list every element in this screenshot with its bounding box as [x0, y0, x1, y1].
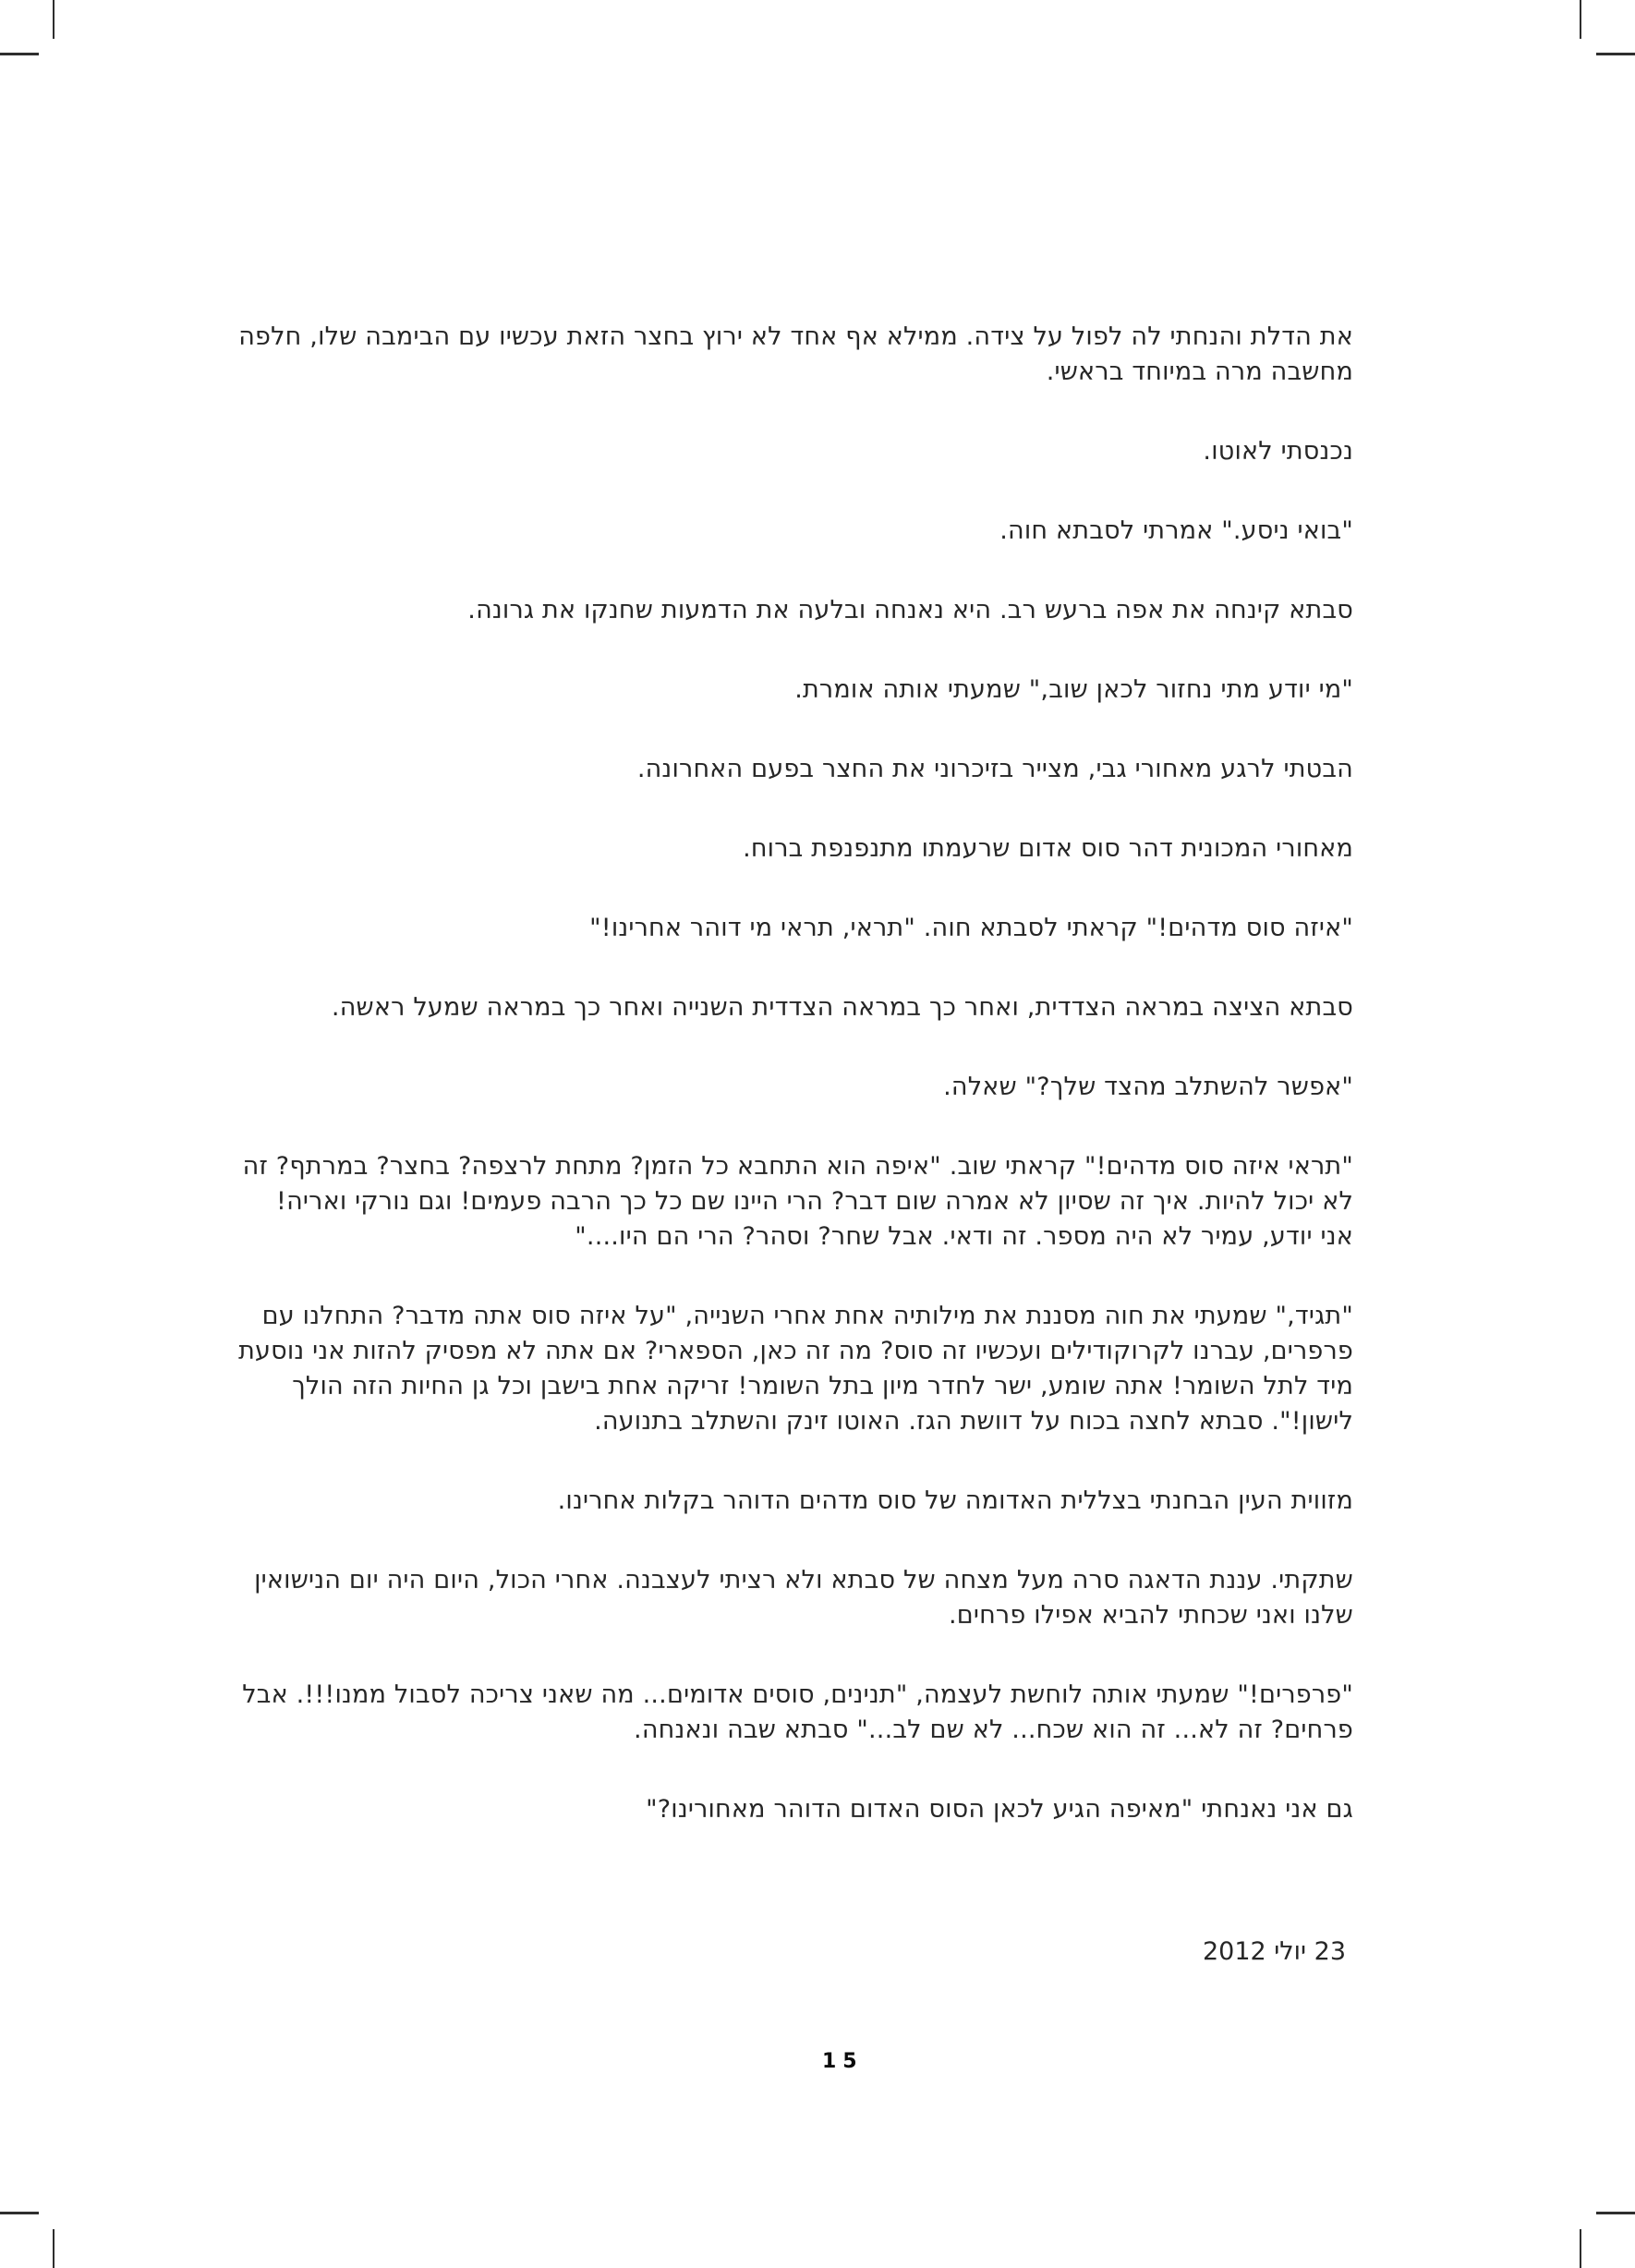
- crop-mark-top-left-horizontal: [0, 53, 39, 55]
- crop-mark-bottom-left-horizontal: [0, 2212, 39, 2214]
- story-paragraph: "פרפרים!" שמעתי אותה לוחשת לעצמה, "תנינים, סוסים אדומים... מה שאני צריכה לסבול ממנו!!!. אבל פרחים? זה לא... זה הוא שכח... לא שם לב..." סבתא שבה ונאנחה.: [242, 1680, 1353, 1744]
- story-paragraph: הבטתי לרגע מאחורי גבי, מצייר בזיכרוני את החצר בפעם האחרונה.: [636, 755, 1353, 783]
- story-paragraph: מזווית העין הבחנתי בצללית האדומה של סוס מדהים הדוהר בקלות אחרינו.: [557, 1486, 1353, 1515]
- story-paragraph: "מי יודע מתי נחזור לכאן שוב," שמעתי אותה אומרת.: [794, 675, 1353, 704]
- story-paragraph: את הדלת והנחתי לה לפול על צידה. ממילא אף אחד לא ירוץ בחצר הזאת עכשיו עם הבימבה שלו, חלפה מחשבה מרה במיוחד בראשי.: [238, 322, 1353, 386]
- story-paragraph: "תראי איזה סוס מדהים!" קראתי שוב. "איפה הוא התחבא כל הזמן? מתחת לרצפה? בחצר? במרתף? זה לא יכול להיות. איך זה שסיון לא אמרה שום דבר? הרי היינו שם כל כך הרבה פעמים! וגם נורקי ואריה! אני יודע, עמיר לא היה מספר. זה ודאי. אבל שחר? וסהר? הרי הם היו....": [242, 1152, 1353, 1251]
- story-paragraph: "בואי ניסע." אמרתי לסבתא חוה.: [999, 516, 1353, 545]
- story-paragraph: נכנסתי לאוטו.: [1203, 437, 1353, 466]
- crop-mark-top-right-horizontal: [1596, 53, 1635, 55]
- story-paragraph: שתקתי. עננת הדאגה סרה מעל מצחה של סבתא ולא רציתי לעצבנה. אחרי הכול, היום היה יום הנישואין שלנו ואני שכחתי להביא אפילו פרחים.: [254, 1566, 1353, 1630]
- crop-mark-bottom-right-horizontal: [1596, 2212, 1635, 2214]
- crop-mark-top-right-vertical: [1580, 0, 1581, 39]
- story-paragraph: מאחורי המכונית דהר סוס אדום שרעמתו מתנפנפת ברוח.: [743, 834, 1353, 863]
- crop-mark-top-left-vertical: [53, 0, 54, 39]
- story-text: [236, 320, 1353, 1872]
- story-paragraph: סבתא קינחה את אפה ברעש רב. היא נאנחה ובלעה את הדמעות שחנקו את גרונה.: [467, 596, 1353, 625]
- story-paragraph: גם אני נאנחתי "מאיפה הגיע לכאן הסוס האדום הדוהר מאחורינו?": [646, 1795, 1353, 1824]
- story-paragraph: סבתא הציצה במראה הצדדית, ואחר כך במראה הצדדית השנייה ואחר כך במראה שמעל ראשה.: [331, 993, 1353, 1022]
- crop-mark-bottom-right-vertical: [1580, 2229, 1581, 2268]
- crop-mark-bottom-left-vertical: [53, 2229, 54, 2268]
- date-line: 23 יולי 2012: [1202, 1937, 1346, 1966]
- story-paragraph: "איזה סוס מדהים!" קראתי לסבתא חוה. "תראי, תראי מי דוהר אחרינו!": [589, 914, 1353, 942]
- page-number: 15: [822, 2050, 864, 2073]
- story-paragraph: "תגיד," שמעתי את חוה מסננת את מילותיה אחת אחרי השנייה, "על איזה סוס אתה מדבר? התחלנו עם פרפרים, עברנו לקרוקודילים ועכשיו זה סוס? מה זה כאן, הספארי? אם אתה לא מפסיק להזות אני נוסעת מיד לתל השומר! אתה שומע, ישר לחדר מיון בתל השומר! זריקה אחת בישבן וכל גן החיות הזה הולך לישון!". סבתא לחצה בכוח על דוושת הגז. האוטו זינק והשתלב בתנועה.: [238, 1302, 1353, 1436]
- story-paragraph: "אפשר להשתלב מהצד שלך?" שאלה.: [943, 1073, 1353, 1101]
